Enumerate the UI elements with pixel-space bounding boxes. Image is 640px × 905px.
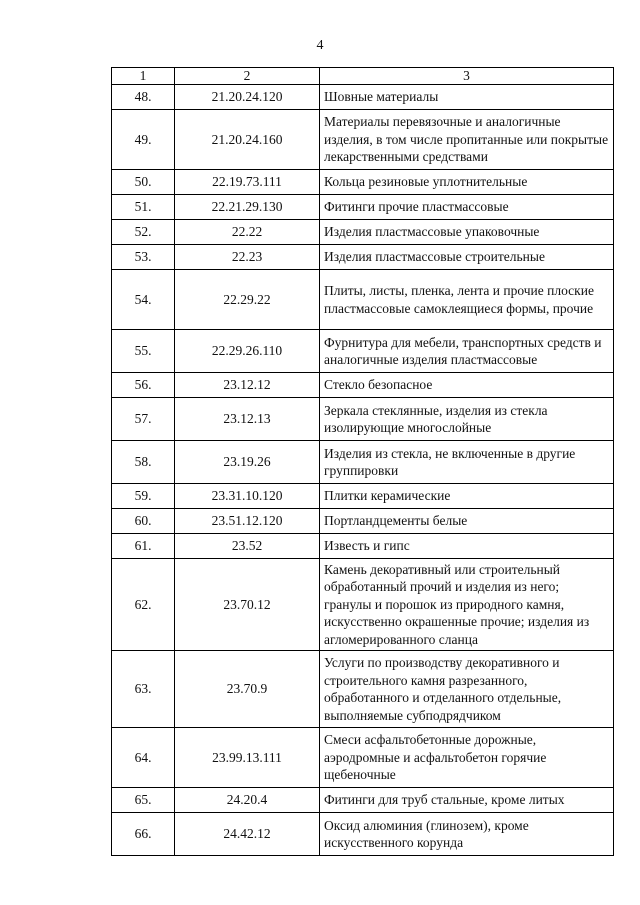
okpd-code: 22.19.73.111 [175,170,320,195]
okpd-code: 24.42.12 [175,813,320,856]
row-number: 65. [112,788,175,813]
okpd-code: 21.20.24.160 [175,110,320,170]
okpd-code: 22.22 [175,220,320,245]
row-number: 49. [112,110,175,170]
okpd-code: 24.20.4 [175,788,320,813]
okpd-code: 21.20.24.120 [175,85,320,110]
row-number: 57. [112,398,175,441]
table-row [112,509,614,534]
item-name: Фурнитура для мебели, транспортных средств и аналогичные изделия пластмассовые [320,330,614,373]
item-name: Кольца резиновые уплотнительные [320,170,614,195]
header-col-2: 2 [175,68,320,85]
table-row [112,330,614,373]
table-row [112,398,614,441]
table-row [112,441,614,484]
row-number: 58. [112,441,175,484]
item-name: Изделия из стекла, не включенные в другие группировки [320,441,614,484]
table-row [112,110,614,170]
okpd-code: 23.70.12 [175,559,320,651]
page-number: 4 [316,38,324,53]
table-body [112,68,614,856]
table-row [112,651,614,728]
item-name: Услуги по производству декоративного и строительного камня разрезанного, обработанного и отделанного отдельные, выполняемые субподрядчиком [320,651,614,728]
okpd-code: 23.52 [175,534,320,559]
item-name: Стекло безопасное [320,373,614,398]
table-row [112,245,614,270]
table-row [112,195,614,220]
item-name: Известь и гипс [320,534,614,559]
row-number: 64. [112,728,175,788]
row-number: 59. [112,484,175,509]
row-number: 60. [112,509,175,534]
okpd-code: 22.23 [175,245,320,270]
okpd-code: 23.12.12 [175,373,320,398]
okpd-code: 23.12.13 [175,398,320,441]
row-number: 52. [112,220,175,245]
row-number: 51. [112,195,175,220]
item-name: Смеси асфальтобетонные дорожные, аэродромные и асфальтобетон горячие щебеночные [320,728,614,788]
row-number: 50. [112,170,175,195]
row-number: 66. [112,813,175,856]
okpd-code: 22.29.26.110 [175,330,320,373]
row-number: 54. [112,270,175,330]
header-col-3: 3 [320,68,614,85]
item-name: Портландцементы белые [320,509,614,534]
table-row [112,270,614,330]
okpd-code: 22.29.22 [175,270,320,330]
item-name: Материалы перевязочные и аналогичные изделия, в том числе пропитанные или покрытые лекарственными средствами [320,110,614,170]
okpd-code: 23.70.9 [175,651,320,728]
item-name: Плиты, листы, пленка, лента и прочие плоские пластмассовые самоклеящиеся формы, прочие [320,270,614,330]
item-name: Плитки керамические [320,484,614,509]
table-row [112,85,614,110]
table-row [112,813,614,856]
table-row [112,728,614,788]
table-row [112,170,614,195]
row-number: 55. [112,330,175,373]
okpd-code: 23.19.26 [175,441,320,484]
okpd-code: 22.21.29.130 [175,195,320,220]
header-col-1: 1 [112,68,175,85]
item-name: Фитинги для труб стальные, кроме литых [320,788,614,813]
okpd-table [111,67,614,856]
row-number: 61. [112,534,175,559]
item-name: Шовные материалы [320,85,614,110]
table-row [112,220,614,245]
okpd-code: 23.99.13.111 [175,728,320,788]
table-row [112,788,614,813]
row-number: 56. [112,373,175,398]
item-name: Изделия пластмассовые упаковочные [320,220,614,245]
row-number: 63. [112,651,175,728]
table-row [112,534,614,559]
row-number: 48. [112,85,175,110]
table-row [112,484,614,509]
item-name: Зеркала стеклянные, изделия из стекла изолирующие многослойные [320,398,614,441]
item-name: Фитинги прочие пластмассовые [320,195,614,220]
row-number: 53. [112,245,175,270]
item-name: Камень декоративный или строительный обработанный прочий и изделия из него; гранулы и порошок из природного камня, искусственно окрашенные прочие; изделия из агломерированного сланца [320,559,614,651]
table-row [112,373,614,398]
item-name: Оксид алюминия (глинозем), кроме искусственного корунда [320,813,614,856]
table-header-row [112,68,614,85]
okpd-code: 23.31.10.120 [175,484,320,509]
item-name: Изделия пластмассовые строительные [320,245,614,270]
table-row [112,559,614,651]
row-number: 62. [112,559,175,651]
okpd-code: 23.51.12.120 [175,509,320,534]
